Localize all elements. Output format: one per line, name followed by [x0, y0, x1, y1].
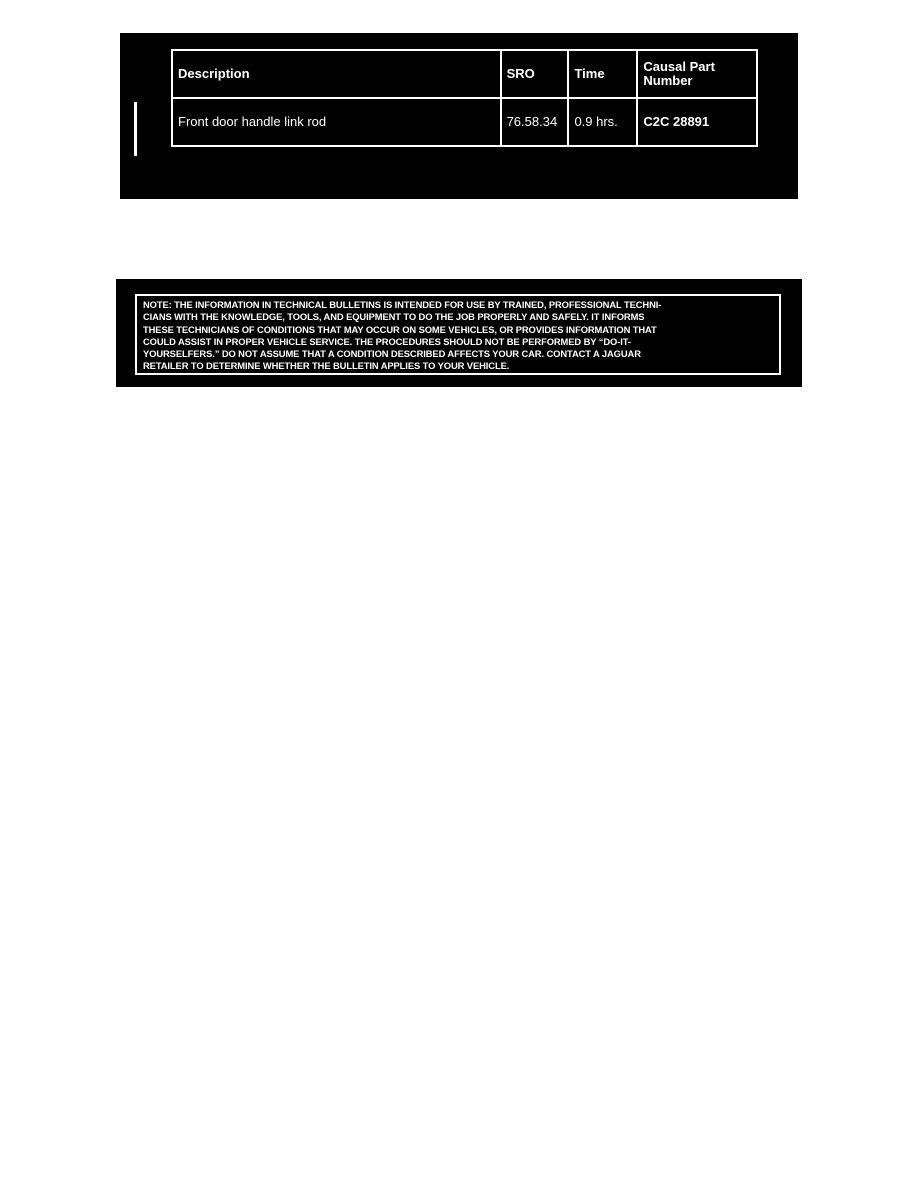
notice-line: RETAILER TO DETERMINE WHETHER THE BULLETIN APPLIES TO YOUR VEHICLE.: [143, 360, 510, 372]
notice-line: CIANS WITH THE KNOWLEDGE, TOOLS, AND EQUIPMENT TO DO THE JOB PROPERLY AND SAFELY. IT INFORMS: [143, 311, 645, 323]
table-row: [172, 98, 757, 146]
notice-line: THESE TECHNICIANS OF CONDITIONS THAT MAY OCCUR ON SOME VEHICLES, OR PROVIDES INFORMATION THAT: [143, 323, 657, 335]
revision-change-bar: [134, 102, 137, 156]
header-causal-part-line1: Causal Part: [643, 59, 715, 74]
labor-table-panel: [120, 33, 798, 199]
cell-sro: 76.58.34: [501, 98, 569, 146]
labor-table: [171, 49, 758, 147]
header-causal-part-number: [637, 50, 757, 98]
cell-time: 0.9 hrs.: [568, 98, 637, 146]
notice-line: NOTE: THE INFORMATION IN TECHNICAL BULLETINS IS INTENDED FOR USE BY TRAINED, PROFESSIONAL TECHNI-: [143, 299, 662, 310]
header-sro: SRO: [501, 50, 569, 98]
notice-line: YOURSELFERS.” DO NOT ASSUME THAT A CONDITION DESCRIBED AFFECTS YOUR CAR. CONTACT A JAGUAR: [143, 348, 641, 360]
cell-description: Front door handle link rod: [172, 98, 501, 146]
header-time: Time: [568, 50, 637, 98]
table-header-row: [172, 50, 757, 98]
header-description: Description: [172, 50, 501, 98]
notice-line: COULD ASSIST IN PROPER VEHICLE SERVICE. THE PROCEDURES SHOULD NOT BE PERFORMED BY “DO-IT-: [143, 335, 631, 347]
disclaimer-notice-panel: [116, 279, 802, 387]
header-causal-part-line2: Number: [643, 73, 693, 88]
disclaimer-notice-box: [135, 294, 781, 375]
cell-causal-part-number: C2C 28891: [637, 98, 757, 146]
